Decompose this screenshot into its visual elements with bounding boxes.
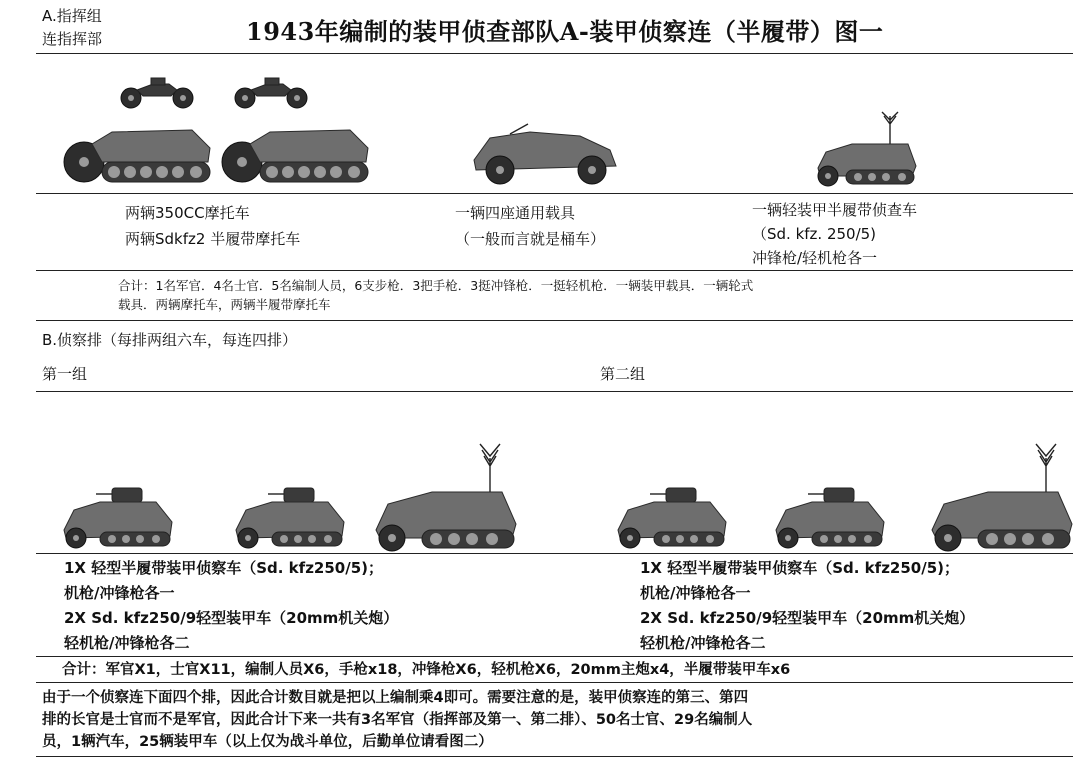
divider [36,656,1073,657]
kubelwagen-image [470,120,620,188]
halftrack-250-5-image [928,440,1076,552]
note-line: 员，1辆汽车，25辆装甲车（以上仅为战斗单位，后勤单位请看图二） [42,734,493,750]
caption-line: 机枪/冲锋枪各一 [640,584,751,602]
platoon-total: 合计：军官X1，士官X11，编制人员X6，手枪x18，冲锋枪X6，轻机枪X6，20mm主炮x4，半履带装甲车x6 [62,662,791,678]
note-line: 由于一个侦察连下面四个排，因此合计数目就是把以上编制乘4即可。需要注意的是，装甲侦察连的第三、第四 [42,690,749,706]
command-group-total [118,276,753,314]
divider [36,320,1073,321]
group-1-label: 第一组 [42,365,88,383]
caption-line: 轻机枪/冲锋枪各二 [640,634,766,652]
caption-line: 2X Sd. kfz250/9轻型装甲车（20mm机关炮） [64,609,399,627]
section-b-heading: B.侦察排（每排两组六车，每连四排） [42,331,298,349]
caption-line: 一辆轻装甲半履带侦查车 [752,201,918,219]
halftrack-motorcycle-image [220,118,372,188]
note-line: 排的长官是士官而不是军官，因此合计下来一共有3名军官（指挥部及第一、第二排）、50名士官、29名编制人 [42,712,753,728]
divider [36,756,1073,757]
divider [36,391,1073,392]
divider [36,193,1073,194]
divider [36,682,1073,683]
divider [36,270,1073,271]
caption-line: （一般而言就是桶车） [455,230,606,248]
caption-line: 两辆350CC摩托车 [125,204,250,222]
halftrack-250-9-image [232,482,350,552]
halftrack-250-9-image [772,482,890,552]
section-a-label: A.指挥组 [42,7,102,25]
divider [36,53,1073,54]
caption-recon-vehicle [752,200,917,269]
section-a-sublabel: 连指挥部 [42,30,103,48]
caption-line: 两辆Sdkfz2 半履带摩托车 [125,230,301,248]
group-2-label: 第二组 [600,365,646,383]
halftrack-250-9-image [614,482,732,552]
motorcycle-image [231,76,313,110]
halftrack-recon-vehicle-image [812,110,922,190]
caption-line: 机枪/冲锋枪各一 [64,584,175,602]
caption-line: 冲锋枪/轻机枪各一 [752,249,878,267]
halftrack-motorcycle-image [62,118,214,188]
motorcycle-image [117,76,199,110]
total-line: 载具．两辆摩托车，两辆半履带摩托车 [118,297,331,312]
caption-utility-vehicle [455,203,605,250]
page-title: 1943年编制的装甲侦查部队A-装甲侦察连（半履带）图一 [246,17,884,46]
halftrack-250-5-image [372,440,520,552]
caption-line: （Sd. kfz. 250/5) [752,225,877,243]
caption-line: 1X 轻型半履带装甲侦察车（Sd. kfz250/5)； [64,559,384,577]
halftrack-250-9-image [60,482,178,552]
divider [36,553,1073,554]
total-line: 合计：1名军官．4名士官．5名编制人员，6支步枪．3把手枪．3挺冲锋枪．一挺轻机枪．一辆装甲载具．一辆轮式 [118,278,754,293]
group-1-caption [64,556,398,656]
caption-line: 轻机枪/冲锋枪各二 [64,634,190,652]
caption-line: 1X 轻型半履带装甲侦察车（Sd. kfz250/5)； [640,559,960,577]
caption-line: 一辆四座通用载具 [455,204,576,222]
group-2-caption [640,556,974,656]
summary-note [42,687,1072,753]
caption-line: 2X Sd. kfz250/9轻型装甲车（20mm机关炮） [640,609,975,627]
caption-motorcycles [125,203,300,250]
